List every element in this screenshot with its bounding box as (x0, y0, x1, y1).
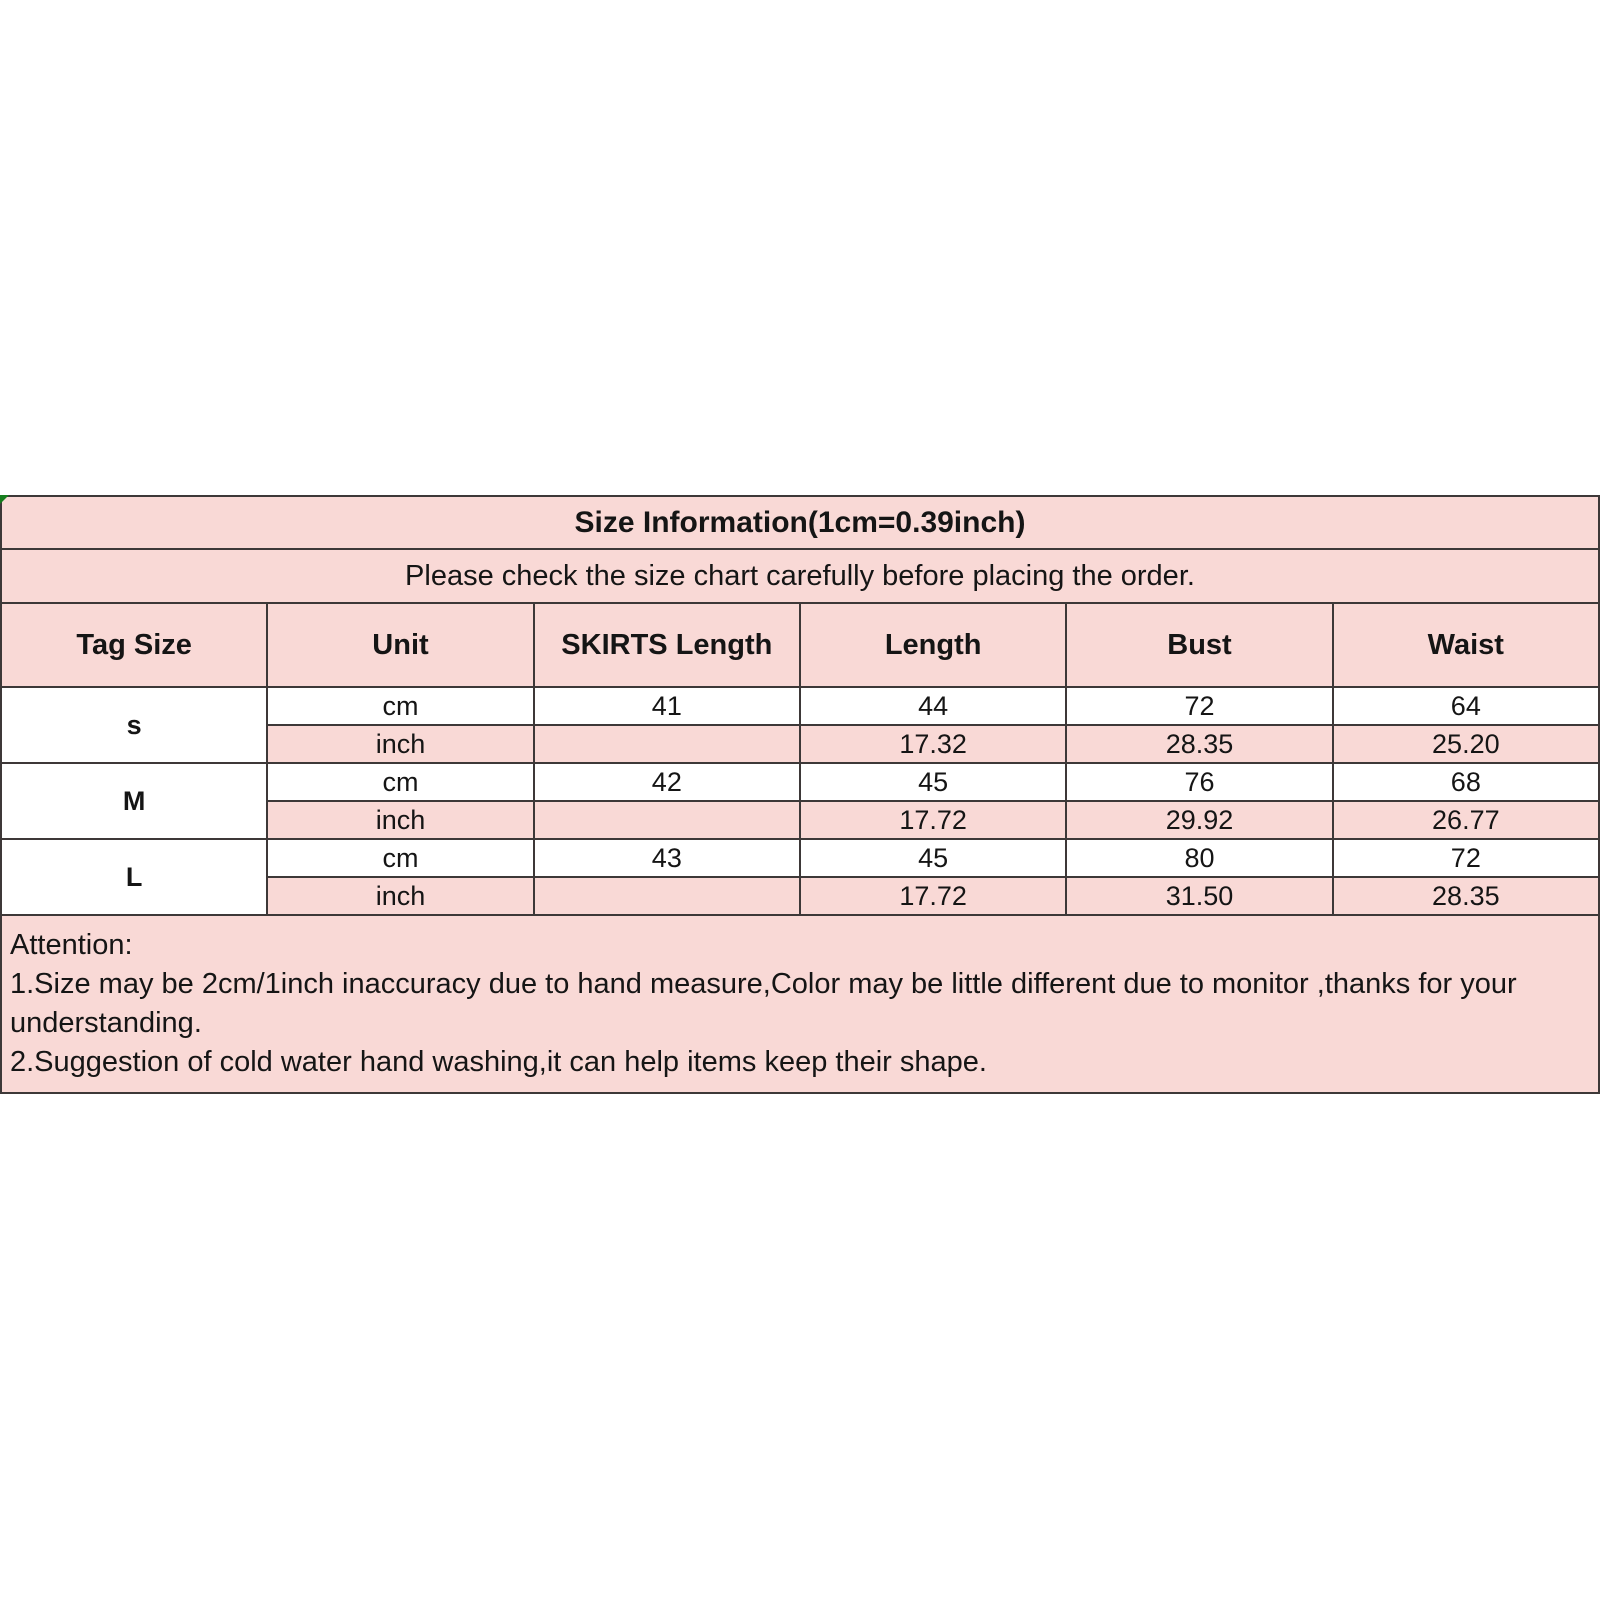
header-waist: Waist (1333, 603, 1599, 687)
unit-label: cm (267, 763, 533, 801)
chart-title: Size Information(1cm=0.39inch) (1, 496, 1599, 549)
unit-label: cm (267, 687, 533, 725)
cell-m-inch-skirts-length (534, 801, 800, 839)
tag-size-s: s (1, 687, 267, 763)
cell-s-cm-waist: 64 (1333, 687, 1599, 725)
unit-label: cm (267, 839, 533, 877)
cell-l-inch-length: 17.72 (800, 877, 1066, 915)
unit-label: inch (267, 877, 533, 915)
chart-subtitle: Please check the size chart carefully before placing the order. (1, 549, 1599, 603)
subtitle-row (1, 549, 1599, 603)
header-tag-size: Tag Size (1, 603, 267, 687)
table-row-m-cm (1, 763, 1599, 801)
attention-cell (1, 915, 1599, 1093)
attention-note-2: 2.Suggestion of cold water hand washing,it can help items keep their shape. (10, 1046, 987, 1078)
attention-note-1: 1.Size may be 2cm/1inch inaccuracy due to hand measure,Color may be little different due to monitor ,thanks for your understanding. (10, 968, 1517, 1039)
cell-m-inch-length: 17.72 (800, 801, 1066, 839)
cell-m-cm-skirts-length: 42 (534, 763, 800, 801)
cell-s-cm-skirts-length: 41 (534, 687, 800, 725)
header-unit: Unit (267, 603, 533, 687)
header-length: Length (800, 603, 1066, 687)
size-table (0, 495, 1600, 1094)
cell-m-cm-bust: 76 (1066, 763, 1332, 801)
cell-l-inch-bust: 31.50 (1066, 877, 1332, 915)
cell-m-cm-waist: 68 (1333, 763, 1599, 801)
tag-size-m: M (1, 763, 267, 839)
title-row (1, 496, 1599, 549)
attention-heading: Attention: (10, 929, 133, 961)
attention-row (1, 915, 1599, 1093)
cell-s-inch-length: 17.32 (800, 725, 1066, 763)
size-chart (0, 495, 1600, 1094)
header-row (1, 603, 1599, 687)
cell-l-inch-skirts-length (534, 877, 800, 915)
cell-m-inch-bust: 29.92 (1066, 801, 1332, 839)
cell-l-inch-waist: 28.35 (1333, 877, 1599, 915)
cell-l-cm-bust: 80 (1066, 839, 1332, 877)
header-skirts-length: SKIRTS Length (534, 603, 800, 687)
cell-m-cm-length: 45 (800, 763, 1066, 801)
cell-l-cm-length: 45 (800, 839, 1066, 877)
cell-s-inch-waist: 25.20 (1333, 725, 1599, 763)
tag-size-l: L (1, 839, 267, 915)
header-bust: Bust (1066, 603, 1332, 687)
unit-label: inch (267, 725, 533, 763)
green-corner-marker-icon (0, 495, 9, 504)
cell-s-inch-skirts-length (534, 725, 800, 763)
unit-label: inch (267, 801, 533, 839)
cell-l-cm-waist: 72 (1333, 839, 1599, 877)
table-row-l-cm (1, 839, 1599, 877)
table-row-s-cm (1, 687, 1599, 725)
cell-s-cm-bust: 72 (1066, 687, 1332, 725)
cell-s-cm-length: 44 (800, 687, 1066, 725)
cell-m-inch-waist: 26.77 (1333, 801, 1599, 839)
cell-s-inch-bust: 28.35 (1066, 725, 1332, 763)
cell-l-cm-skirts-length: 43 (534, 839, 800, 877)
